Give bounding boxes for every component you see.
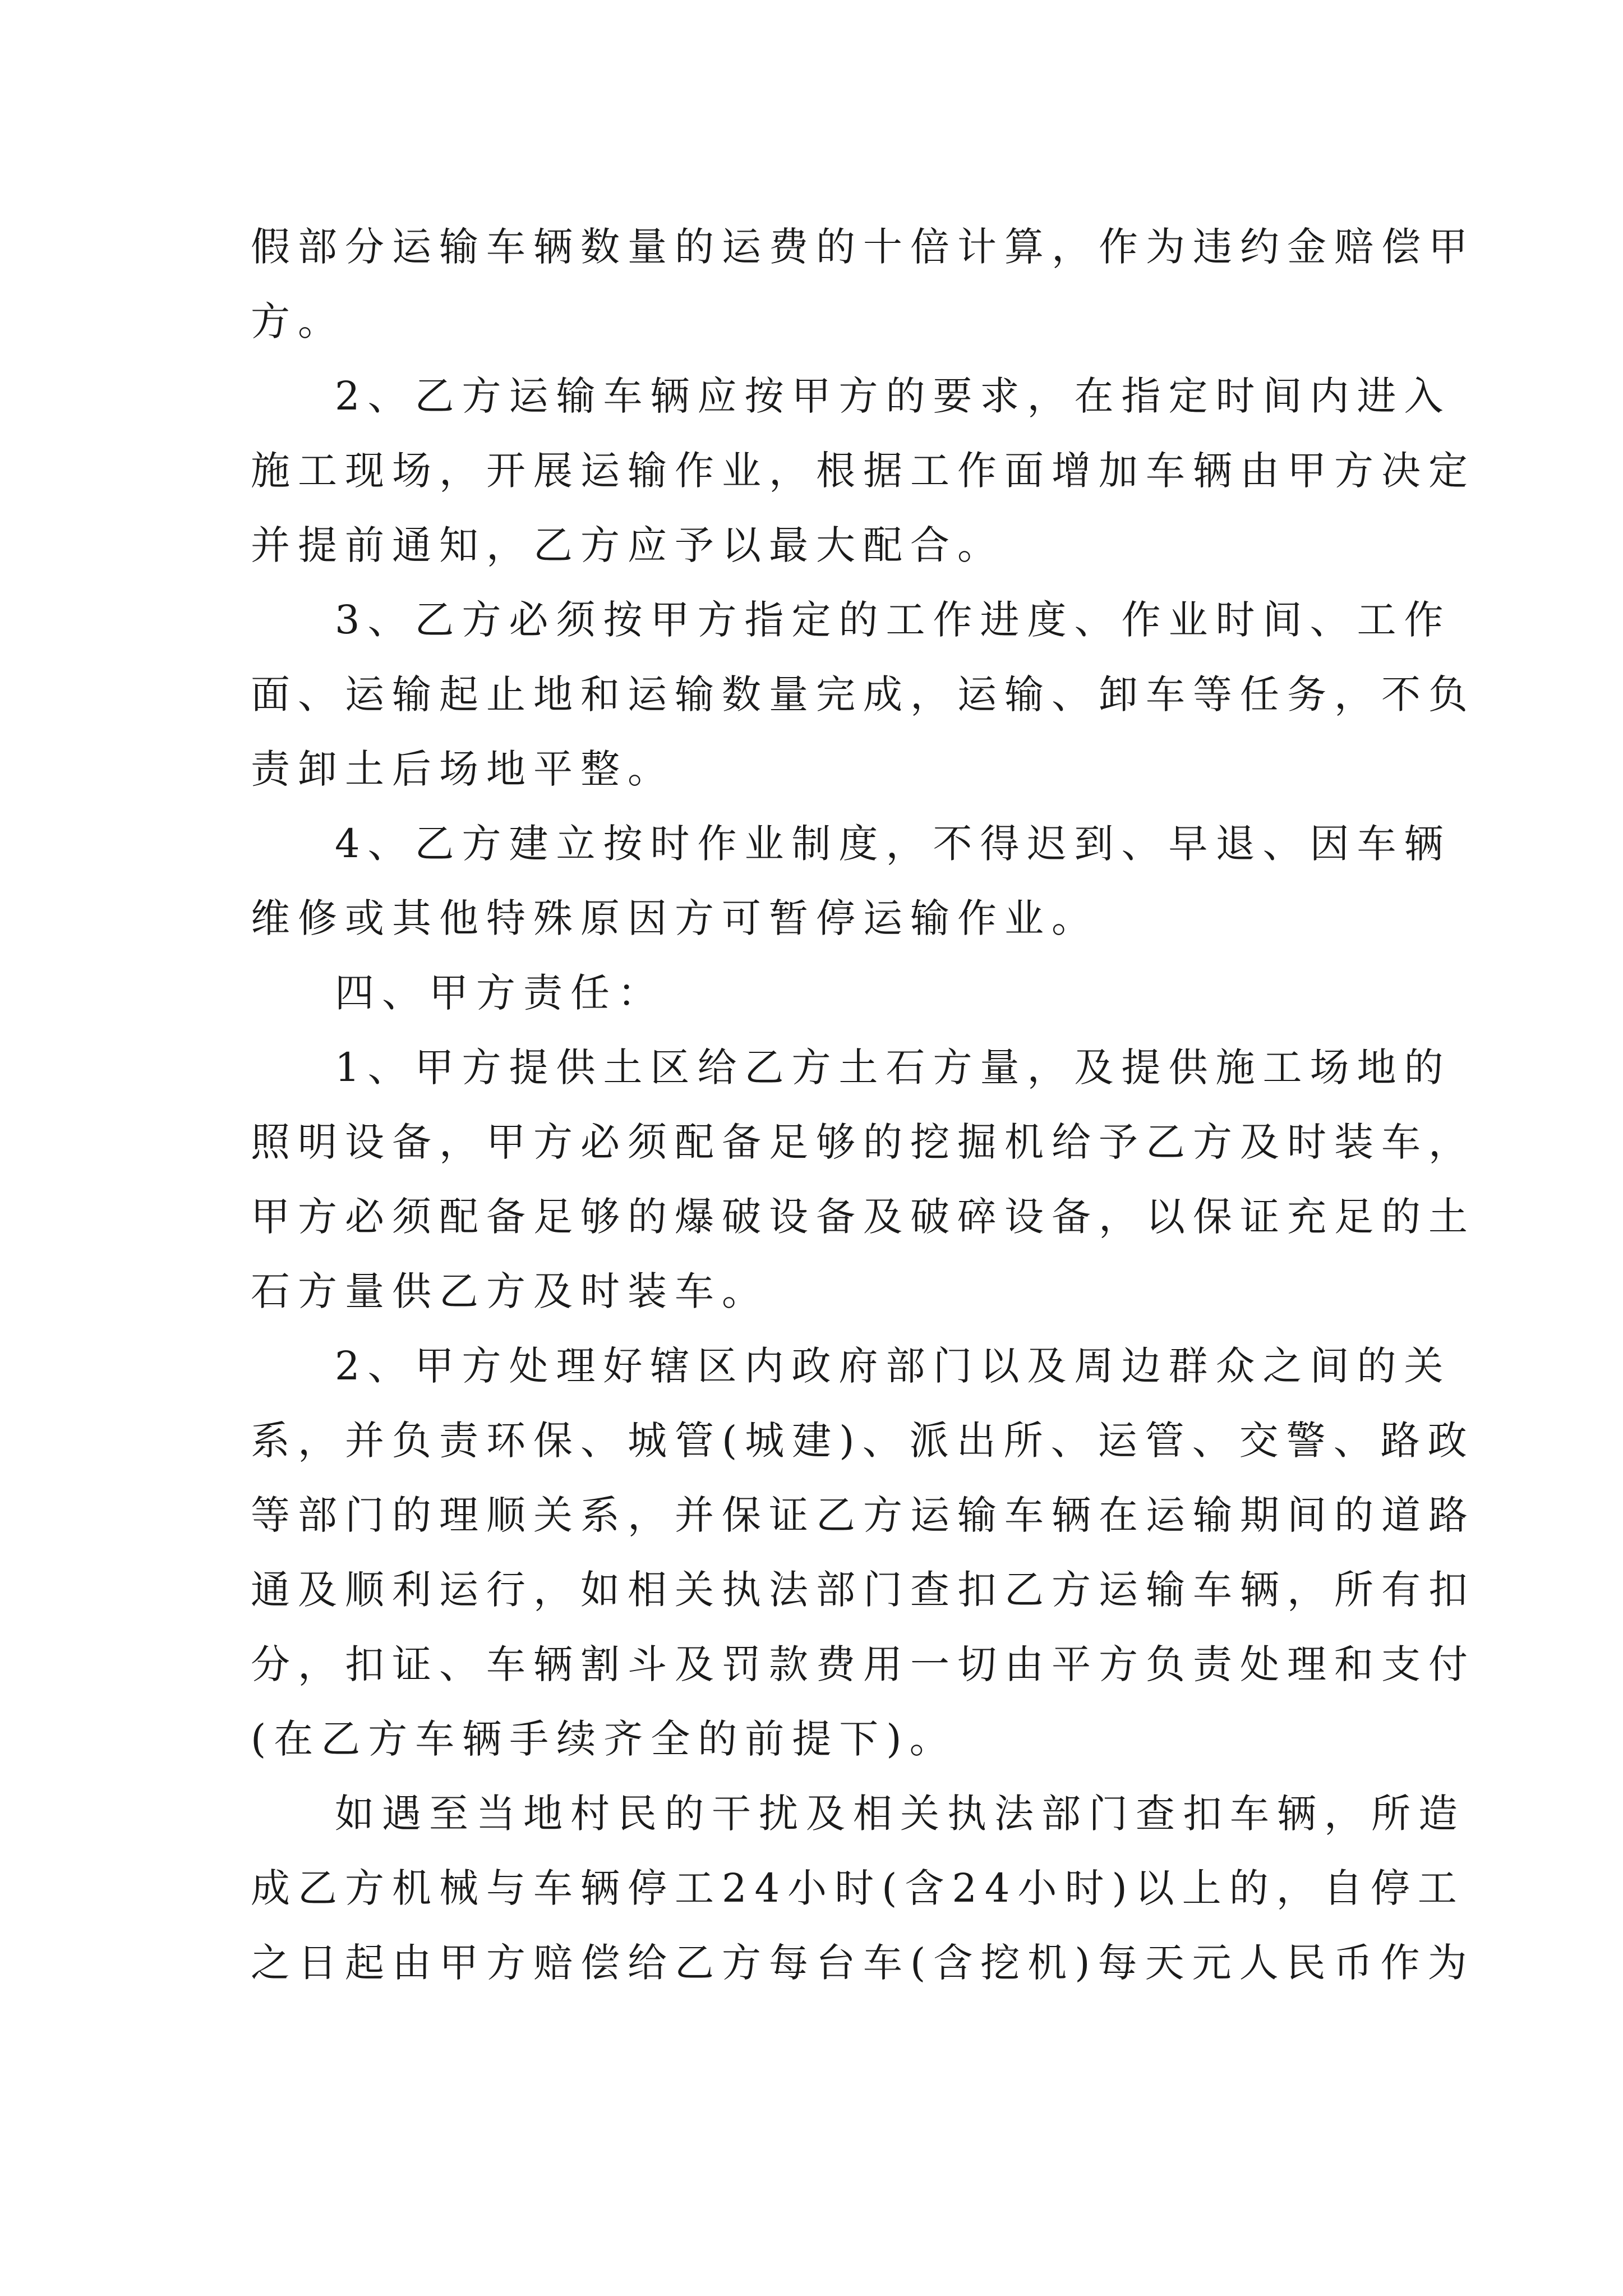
text-line: 4、乙方建立按时作业制度，不得迟到、早退、因车辆 xyxy=(335,821,1451,867)
text-line: (在乙方车辆手续齐全的前提下)。 xyxy=(251,1716,957,1762)
text-line: 通及顺利运行，如相关执法部门查扣乙方运输车辆，所有扣 xyxy=(251,1567,1476,1613)
text-line: 2、乙方运输车辆应按甲方的要求，在指定时间内进入 xyxy=(335,373,1451,419)
text-line: 系，并负责环保、城管(城建)、派出所、运管、交警、路政 xyxy=(251,1418,1475,1464)
text-line: 方。 xyxy=(251,298,345,344)
text-line: 甲方必须配备足够的爆破设备及破碎设备，以保证充足的土 xyxy=(251,1194,1476,1240)
text-line: 照明设备，甲方必须配备足够的挖掘机给予乙方及时装车， xyxy=(251,1119,1476,1165)
text-line: 假部分运输车辆数量的运费的十倍计算，作为违约金赔偿甲 xyxy=(251,224,1476,270)
text-line: 并提前通知，乙方应予以最大配合。 xyxy=(251,522,1004,568)
text-line: 责卸土后场地平整。 xyxy=(251,746,675,792)
text-line: 如遇至当地村民的干扰及相关执法部门查扣车辆，所造 xyxy=(335,1791,1465,1837)
text-line: 分，扣证、车辆割斗及罚款费用一切由平方负责处理和支付 xyxy=(251,1641,1476,1687)
text-line: 3、乙方必须按甲方指定的工作进度、作业时间、工作 xyxy=(335,597,1451,643)
text-line: 1、甲方提供土区给乙方土石方量，及提供施工场地的 xyxy=(335,1045,1451,1091)
text-line: 2、甲方处理好辖区内政府部门以及周边群众之间的关 xyxy=(335,1343,1451,1389)
text-line: 等部门的理顺关系，并保证乙方运输车辆在运输期间的道路 xyxy=(251,1492,1476,1538)
section-heading: 四、甲方责任： xyxy=(335,970,665,1016)
text-line: 成乙方机械与车辆停工24小时(含24小时)以上的，自停工 xyxy=(251,1865,1465,1911)
text-line: 面、运输起止地和运输数量完成，运输、卸车等任务，不负 xyxy=(251,671,1476,717)
text-line: 维修或其他特殊原因方可暂停运输作业。 xyxy=(251,895,1099,941)
text-line: 之日起由甲方赔偿给乙方每台车(含挖机)每天元人民币作为 xyxy=(251,1940,1475,1986)
text-line: 施工现场，开展运输作业，根据工作面增加车辆由甲方决定 xyxy=(251,448,1476,494)
text-line: 石方量供乙方及时装车。 xyxy=(251,1268,769,1314)
